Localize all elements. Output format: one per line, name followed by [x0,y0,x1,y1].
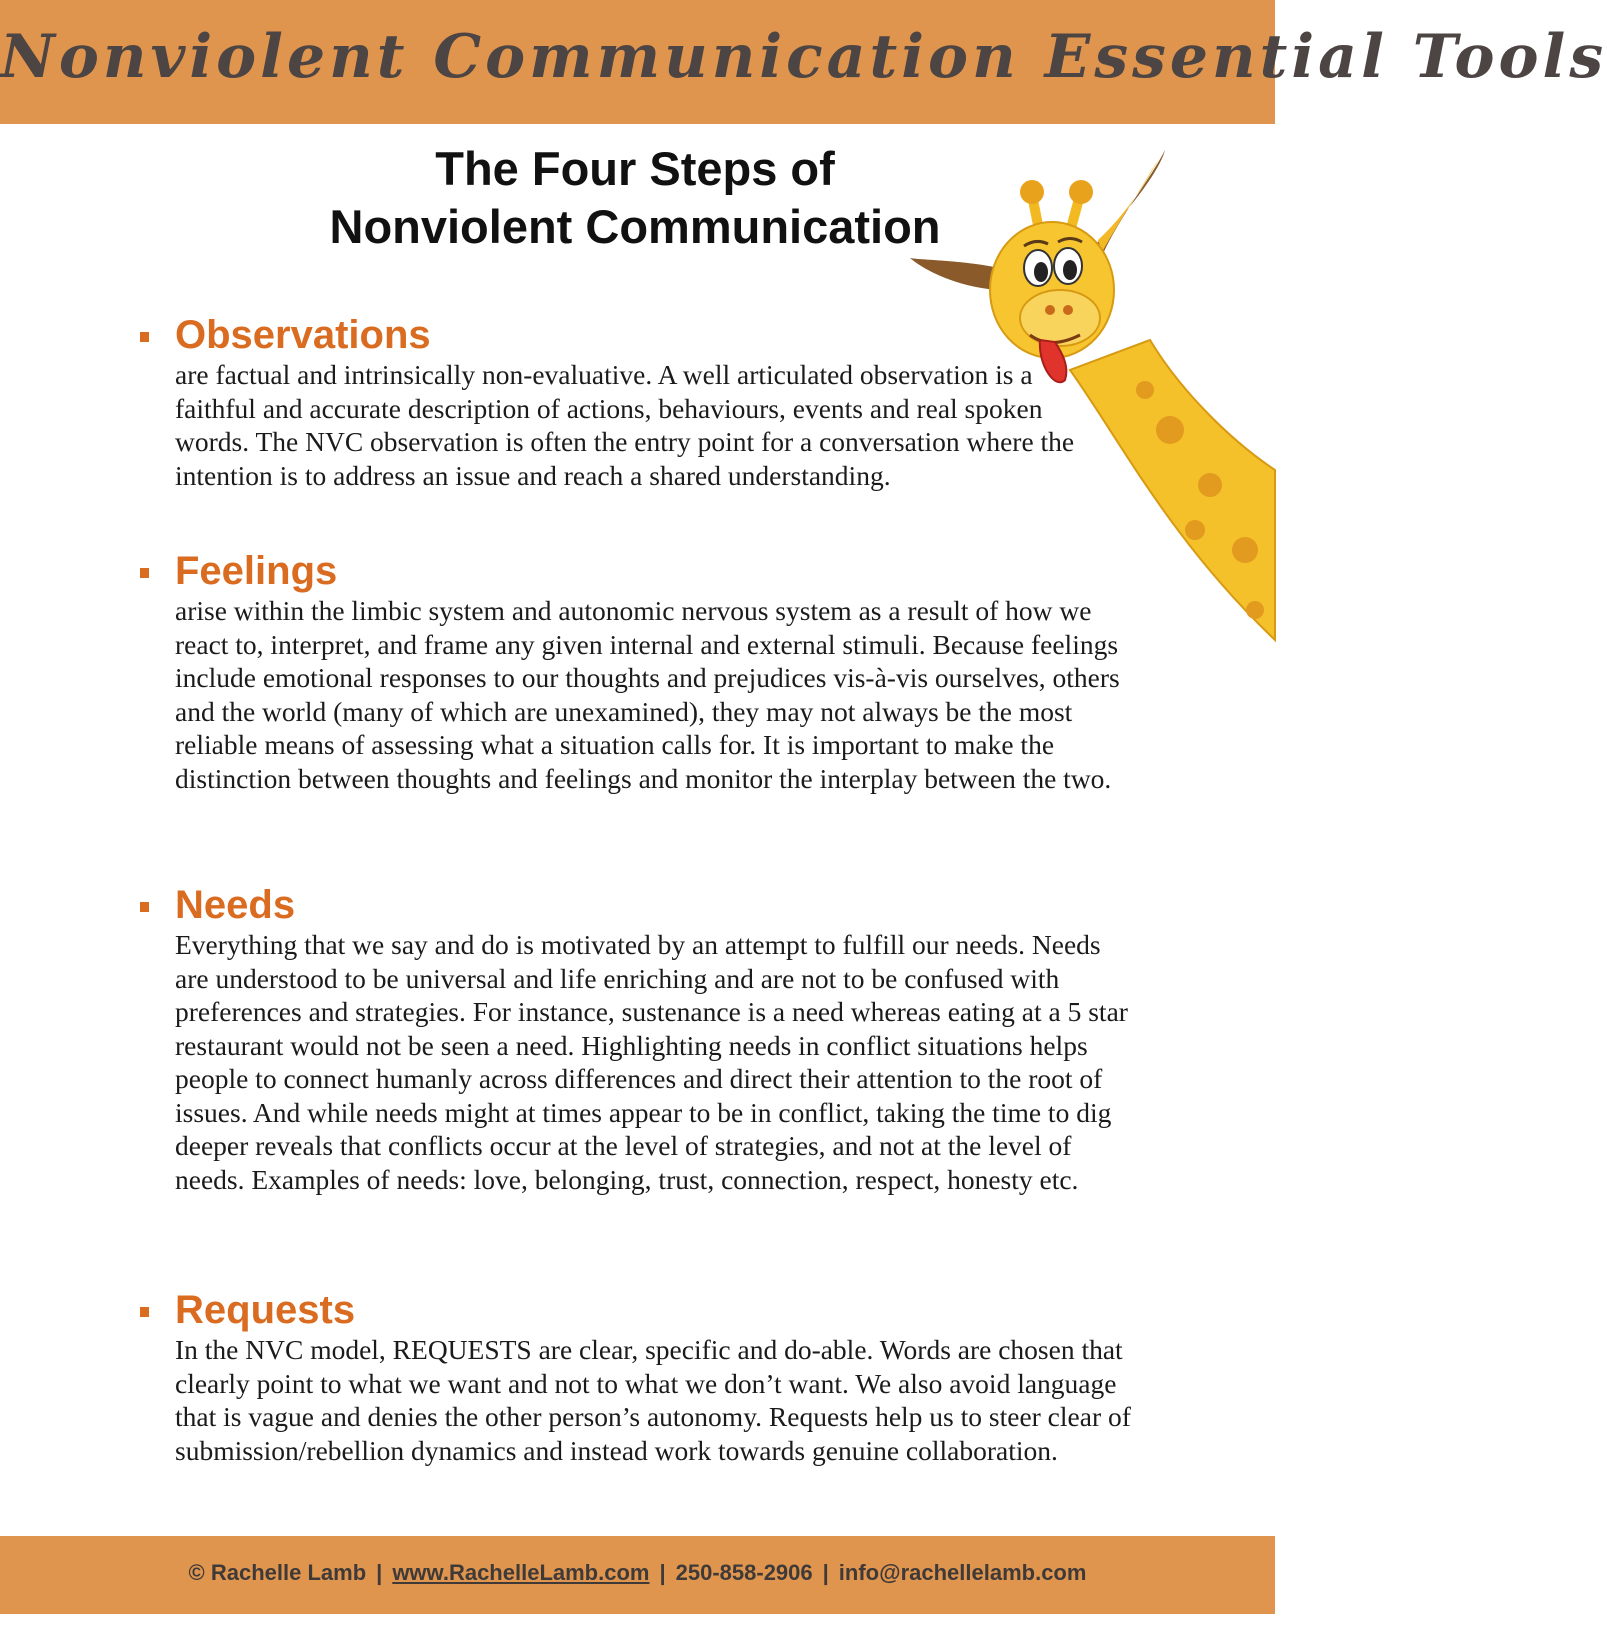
section-feelings [140,548,1140,795]
footer-phone: 250-858-2906 [675,1560,813,1585]
section-requests [140,1287,1140,1467]
footer-contact-line [0,1560,1275,1586]
section-body: are factual and intrinsically non-evaluative. A well articulated observation is a faithful and accurate description of actions, behaviours, events and real spoken words. The NVC observation is often the entry point for a conversation where the intention is to address an issue and reach a shared understanding. [175,359,1075,491]
bullet-icon [140,902,149,912]
banner-title: Nonviolent Communication Essential Tools [0,22,1607,92]
footer-banner [0,1536,1275,1614]
section-body: In the NVC model, REQUESTS are clear, specific and do-able. Words are chosen that clearly point to what we want and not to what we don’t want. We also avoid language that is vague and denies the other person’s autonomy. Requests help us to steer clear of submission/rebellion dynamics and instead work towards genuine collaboration. [175,1334,1131,1466]
page-title-line-1: The Four Steps of [435,142,835,195]
footer-website-link[interactable]: www.RachelleLamb.com [392,1560,650,1585]
section-needs [140,882,1140,1196]
section-heading: Observations [175,313,431,357]
footer-copyright: © Rachelle Lamb [188,1560,367,1585]
section-body: arise within the limbic system and autonomic nervous system as a result of how we react to, interpret, and frame any given internal and external stimuli. Because feelings include emotional responses to our thoughts and prejudices vis-à-vis ourselves, others and the world (many of which are unexamined), they may not always be the most reliable means of assessing what a situation calls for. It is important to make the distinction between thoughts and feelings and monitor the interplay between the two. [175,595,1120,794]
section-heading: Requests [175,1288,356,1332]
page-title-line-2: Nonviolent Communication [329,200,941,253]
section-heading: Feelings [175,549,338,593]
section-observations [140,312,1140,492]
footer-separator: | [822,1560,829,1585]
bullet-icon [140,332,149,342]
footer-email-link[interactable]: info@rachellelamb.com [838,1560,1087,1585]
section-heading: Needs [175,883,296,927]
footer-separator: | [376,1560,383,1585]
bullet-icon [140,1307,149,1317]
page-title [240,140,1030,256]
footer-separator: | [659,1560,666,1585]
section-body: Everything that we say and do is motivated by an attempt to fulfill our needs. Needs are understood to be universal and life enriching and are not to be confused with preferences and strategies. For instance, sustenance is a need whereas eating at a 5 star restaurant would not be seen a need. Highlighting needs in conflict situations helps people to connect humanly across differences and direct their attention to the root of issues. And while needs might at times appear to be in conflict, taking the time to dig deeper reveals that conflicts occur at the level of strategies, and not at the level of needs. Examples of needs: love, belonging, trust, connection, respect, honesty etc. [175,929,1128,1195]
header-banner [0,0,1607,124]
bullet-icon [140,568,149,578]
